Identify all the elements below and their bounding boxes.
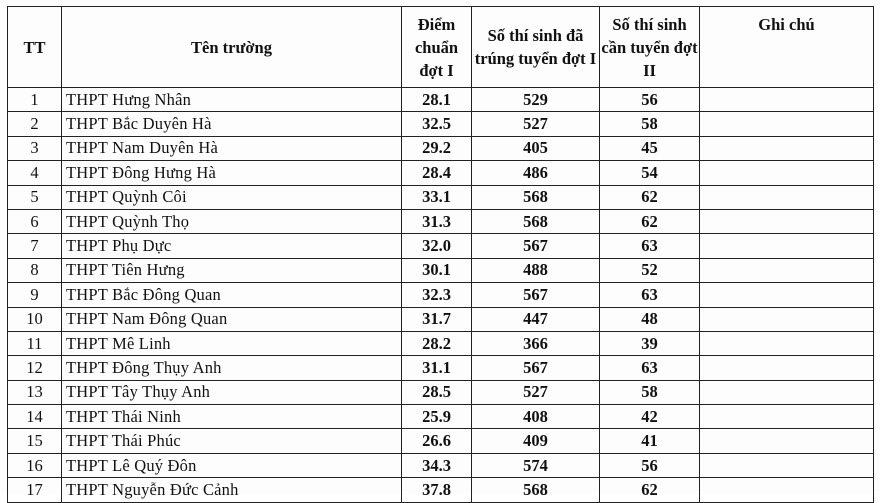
notes-cell bbox=[700, 453, 874, 477]
row-number: 16 bbox=[8, 453, 62, 477]
cutoff-score: 28.1 bbox=[402, 88, 472, 112]
admitted-count: 574 bbox=[472, 453, 600, 477]
cutoff-score: 32.0 bbox=[402, 234, 472, 258]
needed-count: 39 bbox=[600, 331, 700, 355]
needed-count: 56 bbox=[600, 88, 700, 112]
needed-count: 45 bbox=[600, 136, 700, 160]
admitted-count: 366 bbox=[472, 331, 600, 355]
header-cutoff-score: Điểm chuẩn đợt I bbox=[402, 7, 472, 88]
notes-cell bbox=[700, 283, 874, 307]
needed-count: 62 bbox=[600, 478, 700, 502]
row-number: 8 bbox=[8, 258, 62, 282]
admitted-count: 409 bbox=[472, 429, 600, 453]
notes-cell bbox=[700, 331, 874, 355]
needed-count: 54 bbox=[600, 161, 700, 185]
table-row bbox=[8, 307, 874, 331]
row-number: 7 bbox=[8, 234, 62, 258]
admitted-count: 408 bbox=[472, 405, 600, 429]
row-number: 17 bbox=[8, 478, 62, 502]
school-name: THPT Nguyễn Đức Cảnh bbox=[62, 478, 402, 502]
table-row bbox=[8, 209, 874, 233]
school-name: THPT Bắc Đông Quan bbox=[62, 283, 402, 307]
cutoff-score: 31.3 bbox=[402, 209, 472, 233]
table-row bbox=[8, 136, 874, 160]
admitted-count: 529 bbox=[472, 88, 600, 112]
table-row bbox=[8, 453, 874, 477]
admitted-count: 568 bbox=[472, 478, 600, 502]
row-number: 15 bbox=[8, 429, 62, 453]
table-row bbox=[8, 112, 874, 136]
school-name: THPT Đông Thụy Anh bbox=[62, 356, 402, 380]
cutoff-score: 28.2 bbox=[402, 331, 472, 355]
table-body bbox=[8, 88, 874, 503]
header-row bbox=[8, 7, 874, 88]
cutoff-score: 28.5 bbox=[402, 380, 472, 404]
school-name: THPT Nam Đông Quan bbox=[62, 307, 402, 331]
header-school-name: Tên trường bbox=[62, 7, 402, 88]
admission-results-table bbox=[7, 6, 874, 503]
cutoff-score: 34.3 bbox=[402, 453, 472, 477]
needed-count: 62 bbox=[600, 209, 700, 233]
notes-cell bbox=[700, 112, 874, 136]
needed-count: 63 bbox=[600, 356, 700, 380]
notes-cell bbox=[700, 234, 874, 258]
table-row bbox=[8, 429, 874, 453]
notes-cell bbox=[700, 209, 874, 233]
needed-count: 58 bbox=[600, 112, 700, 136]
notes-cell bbox=[700, 307, 874, 331]
admitted-count: 567 bbox=[472, 283, 600, 307]
school-name: THPT Tây Thụy Anh bbox=[62, 380, 402, 404]
cutoff-score: 37.8 bbox=[402, 478, 472, 502]
school-name: THPT Quỳnh Thọ bbox=[62, 209, 402, 233]
notes-cell bbox=[700, 161, 874, 185]
admitted-count: 567 bbox=[472, 234, 600, 258]
table-row bbox=[8, 331, 874, 355]
notes-cell bbox=[700, 258, 874, 282]
row-number: 2 bbox=[8, 112, 62, 136]
school-name: THPT Mê Linh bbox=[62, 331, 402, 355]
cutoff-score: 32.3 bbox=[402, 283, 472, 307]
notes-cell bbox=[700, 380, 874, 404]
cutoff-score: 33.1 bbox=[402, 185, 472, 209]
admitted-count: 568 bbox=[472, 209, 600, 233]
needed-count: 63 bbox=[600, 283, 700, 307]
row-number: 11 bbox=[8, 331, 62, 355]
school-name: THPT Quỳnh Côi bbox=[62, 185, 402, 209]
needed-count: 56 bbox=[600, 453, 700, 477]
row-number: 12 bbox=[8, 356, 62, 380]
needed-count: 63 bbox=[600, 234, 700, 258]
cutoff-score: 30.1 bbox=[402, 258, 472, 282]
school-name: THPT Phụ Dực bbox=[62, 234, 402, 258]
notes-cell bbox=[700, 405, 874, 429]
table-row bbox=[8, 405, 874, 429]
table-row bbox=[8, 356, 874, 380]
needed-count: 42 bbox=[600, 405, 700, 429]
notes-cell bbox=[700, 356, 874, 380]
table-row bbox=[8, 161, 874, 185]
notes-cell bbox=[700, 88, 874, 112]
header-tt: TT bbox=[8, 7, 62, 88]
cutoff-score: 32.5 bbox=[402, 112, 472, 136]
table-row bbox=[8, 88, 874, 112]
needed-count: 48 bbox=[600, 307, 700, 331]
header-notes: Ghi chú bbox=[700, 7, 874, 88]
school-name: THPT Thái Ninh bbox=[62, 405, 402, 429]
table-row bbox=[8, 185, 874, 209]
notes-cell bbox=[700, 429, 874, 453]
needed-count: 41 bbox=[600, 429, 700, 453]
row-number: 5 bbox=[8, 185, 62, 209]
row-number: 6 bbox=[8, 209, 62, 233]
table-row bbox=[8, 258, 874, 282]
needed-count: 52 bbox=[600, 258, 700, 282]
table-row bbox=[8, 283, 874, 307]
admitted-count: 405 bbox=[472, 136, 600, 160]
notes-cell bbox=[700, 136, 874, 160]
school-name: THPT Lê Quý Đôn bbox=[62, 453, 402, 477]
admitted-count: 527 bbox=[472, 112, 600, 136]
notes-cell bbox=[700, 185, 874, 209]
table-row bbox=[8, 478, 874, 502]
row-number: 14 bbox=[8, 405, 62, 429]
school-name: THPT Hưng Nhân bbox=[62, 88, 402, 112]
header-needed-count: Số thí sinh cần tuyển đợt II bbox=[600, 7, 700, 88]
row-number: 1 bbox=[8, 88, 62, 112]
table-row bbox=[8, 380, 874, 404]
school-name: THPT Tiên Hưng bbox=[62, 258, 402, 282]
school-name: THPT Thái Phúc bbox=[62, 429, 402, 453]
cutoff-score: 29.2 bbox=[402, 136, 472, 160]
table-row bbox=[8, 234, 874, 258]
cutoff-score: 25.9 bbox=[402, 405, 472, 429]
admitted-count: 447 bbox=[472, 307, 600, 331]
table-header bbox=[8, 7, 874, 88]
notes-cell bbox=[700, 478, 874, 502]
admitted-count: 567 bbox=[472, 356, 600, 380]
row-number: 13 bbox=[8, 380, 62, 404]
header-admitted-count: Số thí sinh đã trúng tuyển đợt I bbox=[472, 7, 600, 88]
row-number: 10 bbox=[8, 307, 62, 331]
needed-count: 62 bbox=[600, 185, 700, 209]
admitted-count: 486 bbox=[472, 161, 600, 185]
admitted-count: 488 bbox=[472, 258, 600, 282]
cutoff-score: 26.6 bbox=[402, 429, 472, 453]
row-number: 3 bbox=[8, 136, 62, 160]
admitted-count: 568 bbox=[472, 185, 600, 209]
school-name: THPT Bắc Duyên Hà bbox=[62, 112, 402, 136]
school-name: THPT Đông Hưng Hà bbox=[62, 161, 402, 185]
row-number: 4 bbox=[8, 161, 62, 185]
admitted-count: 527 bbox=[472, 380, 600, 404]
school-name: THPT Nam Duyên Hà bbox=[62, 136, 402, 160]
row-number: 9 bbox=[8, 283, 62, 307]
cutoff-score: 28.4 bbox=[402, 161, 472, 185]
cutoff-score: 31.1 bbox=[402, 356, 472, 380]
cutoff-score: 31.7 bbox=[402, 307, 472, 331]
needed-count: 58 bbox=[600, 380, 700, 404]
